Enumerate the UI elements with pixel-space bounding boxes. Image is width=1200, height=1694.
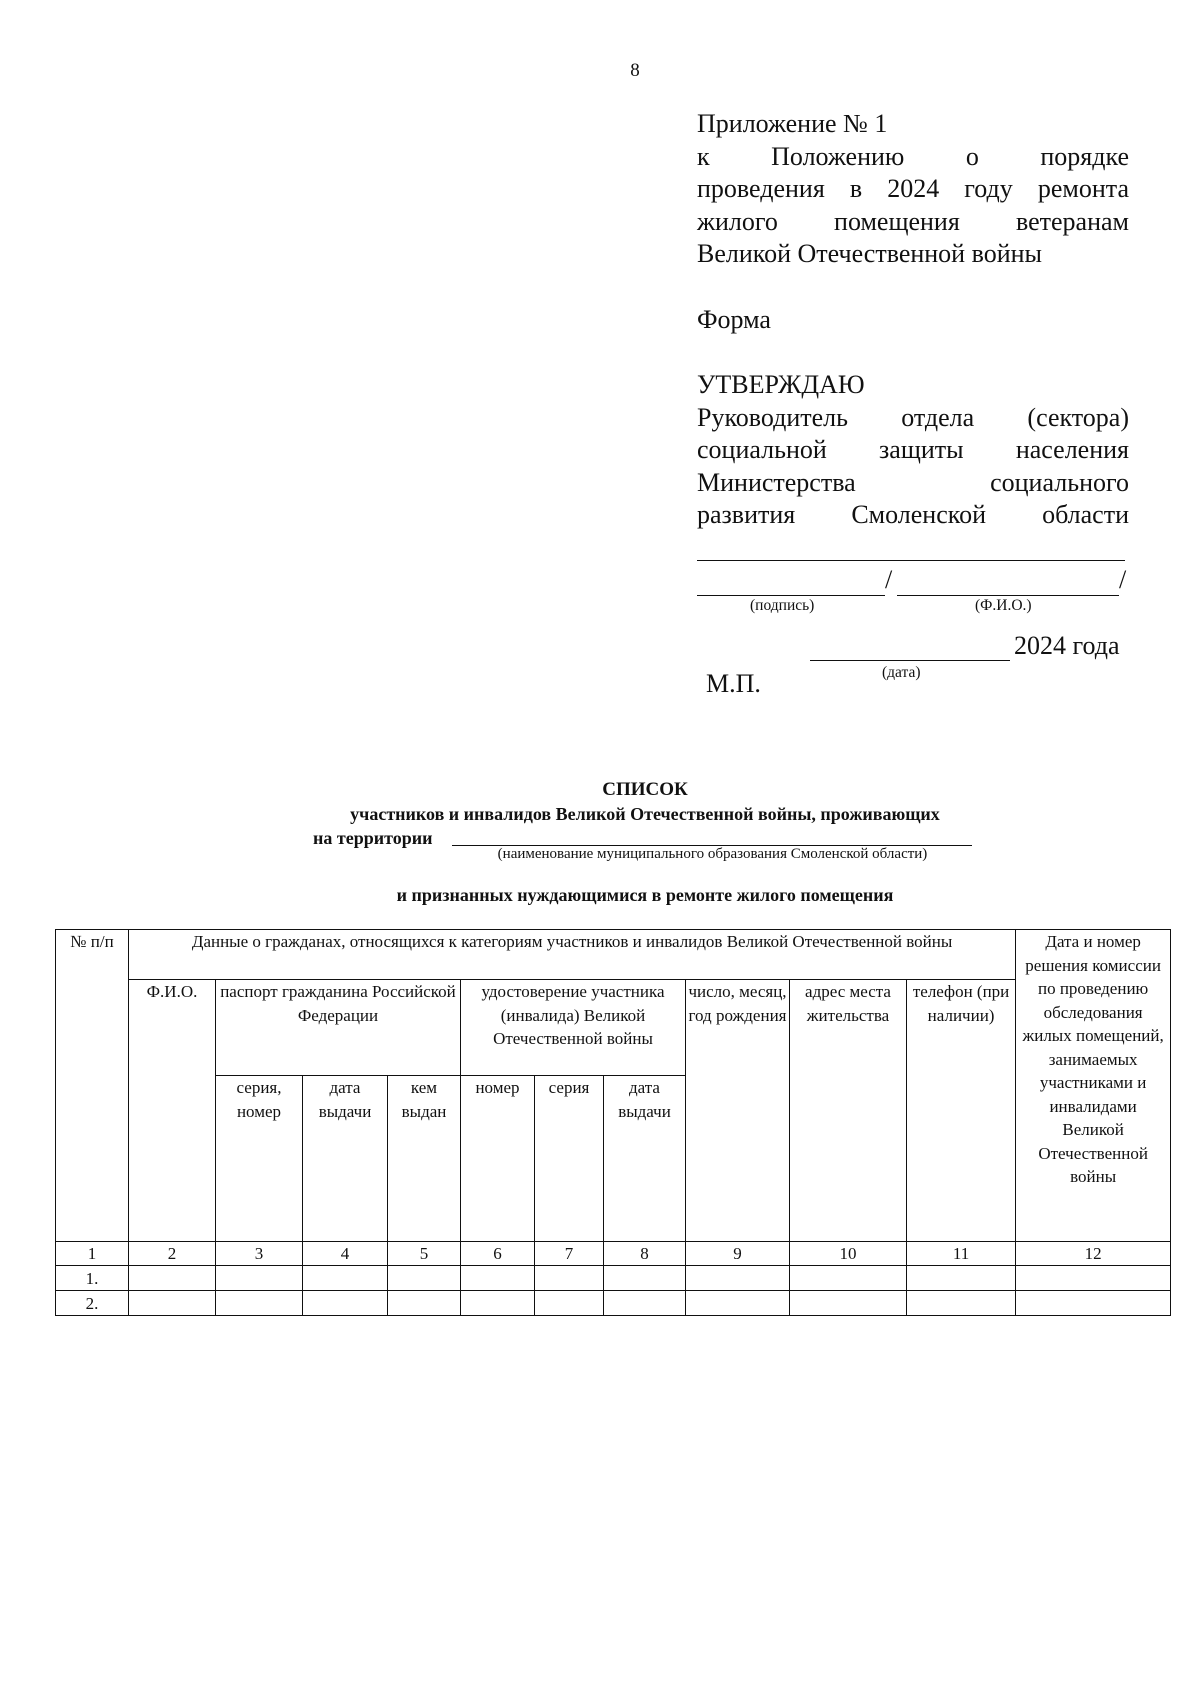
list-subtitle: участников и инвалидов Великой Отечественной войны, проживающих — [350, 804, 940, 824]
header-passport-date: дата выдачи — [303, 1076, 388, 1242]
table-cell — [604, 1266, 686, 1291]
header-certificate-date: дата выдачи — [604, 1076, 686, 1242]
table-cell — [216, 1266, 303, 1291]
appendix-line: Великой Отечественной войны — [697, 239, 1042, 268]
table-row — [56, 1266, 1171, 1291]
list-title: СПИСОК — [602, 779, 688, 800]
column-number: 12 — [1016, 1242, 1171, 1266]
table-cell — [907, 1266, 1016, 1291]
table-row — [56, 1291, 1171, 1316]
signature-slash: / — [885, 565, 893, 594]
row-number: 2. — [56, 1291, 129, 1316]
header-certificate-series: серия — [535, 1076, 604, 1242]
approval-block — [697, 369, 1129, 532]
column-number: 11 — [907, 1242, 1016, 1266]
table-cell — [303, 1291, 388, 1316]
column-number: 8 — [604, 1242, 686, 1266]
page-number: 8 — [630, 60, 640, 81]
header-certificate: удостоверение участника (инвалида) Великой Отечественной войны — [461, 980, 686, 1076]
approval-blank-line — [697, 560, 1125, 561]
name-line — [897, 595, 1119, 596]
table-cell — [686, 1291, 790, 1316]
row-number: 1. — [56, 1266, 129, 1291]
header-phone: телефон (при наличии) — [907, 980, 1016, 1242]
table-cell — [604, 1291, 686, 1316]
appendix-line: к Положению о порядке — [697, 141, 1129, 171]
header-passport-series: серия, номер — [216, 1076, 303, 1242]
column-number: 4 — [303, 1242, 388, 1266]
seal-label: М.П. — [706, 669, 761, 698]
appendix-line: жилого помещения ветеранам — [697, 206, 1129, 236]
signature-caption: (подпись) — [750, 597, 815, 614]
header-passport-issuer: кем выдан — [388, 1076, 461, 1242]
header-birth-date: число, месяц, год рождения — [686, 980, 790, 1242]
table-cell — [461, 1291, 535, 1316]
table-cell — [129, 1266, 216, 1291]
appendix-header — [697, 108, 1129, 271]
header-certificate-number: номер — [461, 1076, 535, 1242]
approval-line: развития Смоленской области — [697, 500, 1129, 529]
table-cell — [388, 1291, 461, 1316]
table-cell — [461, 1266, 535, 1291]
table-cell — [907, 1291, 1016, 1316]
approval-line: социальной защиты населения — [697, 435, 1129, 464]
column-number: 9 — [686, 1242, 790, 1266]
territory-caption: (наименование муниципального образования Смоленской области) — [497, 846, 928, 862]
approval-line: Руководитель отдела (сектора) — [697, 402, 1129, 432]
table-cell — [129, 1291, 216, 1316]
table-cell — [535, 1291, 604, 1316]
appendix-line: Приложение № 1 — [697, 109, 888, 138]
column-number: 6 — [461, 1242, 535, 1266]
form-label: Форма — [697, 305, 771, 334]
column-number: 10 — [790, 1242, 907, 1266]
year-text: 2024 года — [1014, 631, 1120, 660]
name-slash: / — [1119, 565, 1127, 594]
date-line — [810, 660, 1010, 661]
column-number: 2 — [129, 1242, 216, 1266]
header-passport: паспорт гражданина Российской Федерации — [216, 980, 461, 1076]
table-cell — [790, 1266, 907, 1291]
column-number: 7 — [535, 1242, 604, 1266]
table-cell — [1016, 1291, 1171, 1316]
header-row — [56, 930, 1171, 980]
table-cell — [1016, 1266, 1171, 1291]
table-cell — [303, 1266, 388, 1291]
list-recognized: и признанных нуждающимися в ремонте жилого помещения — [396, 885, 894, 905]
name-caption: (Ф.И.О.) — [975, 597, 1032, 614]
header-citizens-data: Данные о гражданах, относящихся к категориям участников и инвалидов Великой Отечественной войны — [129, 930, 1016, 980]
header-num: № п/п — [56, 930, 129, 1242]
header-address: адрес места жительства — [790, 980, 907, 1242]
territory-label: на территории — [313, 828, 433, 848]
table-cell — [686, 1266, 790, 1291]
header-fio: Ф.И.О. — [129, 980, 216, 1242]
table-cell — [790, 1291, 907, 1316]
veterans-table — [55, 929, 1171, 1316]
signature-line — [697, 595, 885, 596]
table-cell — [535, 1266, 604, 1291]
approval-title: УТВЕРЖДАЮ — [697, 370, 865, 399]
column-number-row — [56, 1242, 1171, 1266]
column-number: 5 — [388, 1242, 461, 1266]
appendix-line: проведения в 2024 году ремонта — [697, 174, 1129, 203]
approval-line: Министерства социального — [697, 467, 1129, 497]
date-caption: (дата) — [882, 664, 921, 681]
column-number: 1 — [56, 1242, 129, 1266]
column-number: 3 — [216, 1242, 303, 1266]
header-row — [56, 980, 1171, 1076]
header-decision: Дата и номер решения комиссии по проведению обследования жилых помещений, занимаемых участниками и инвалидами Великой Отечественной войны — [1016, 930, 1171, 1242]
table-cell — [216, 1291, 303, 1316]
table-cell — [388, 1266, 461, 1291]
